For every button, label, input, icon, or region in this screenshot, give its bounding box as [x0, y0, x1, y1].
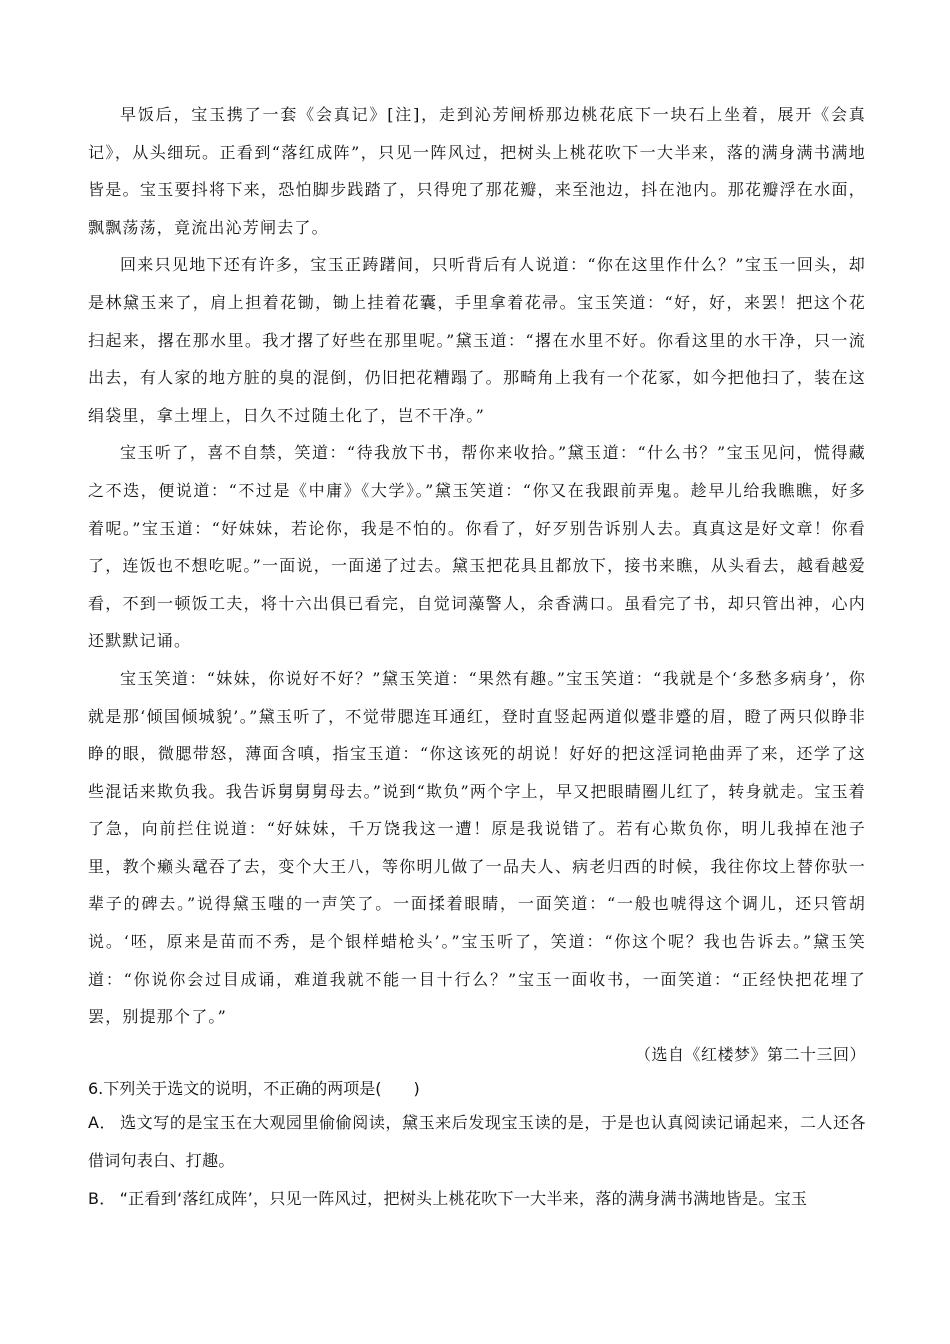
option-b-label: B． — [88, 1188, 116, 1208]
option-a-text: 选文写的是宝玉在大观园里偷偷阅读，黛玉来后发现宝玉读的是，于是也认真阅读记诵起来，二人还各借词句表白、打趣。 — [88, 1113, 866, 1171]
document-page — [88, 96, 866, 1217]
passage-paragraph-4: 宝玉笑道：“妹妹，你说好不好？”黛玉笑道：“果然有趣。”宝玉笑道：“我就是个‘多愁多病身’，你就是那‘倾国倾城貌’。”黛玉听了，不觉带腮连耳通红，登时直竖起两道似蹙非蹙的眉，瞪了两只似睁非睁的眼，微腮带怒，薄面含嗔，指宝玉道：“你这该死的胡说！好好的把这淫词艳曲弄了来，还学了这些混话来欺负我。我告诉舅舅舅母去。”说到“欺负”两个字上，早又把眼睛圈儿红了，转身就走。宝玉着了急，向前拦住说道：“好妹妹，千万饶我这一遭！原是我说错了。若有心欺负你，明儿我掉在池子里，教个癞头鼋吞了去，变个大王八，等你明儿做了一品夫人、病老归西的时候，我往你坟上替你驮一辈子的碑去。”说得黛玉嗤的一声笑了。一面揉着眼睛，一面笑道：“一般也唬得这个调儿，还只管胡说。‘呸，原来是苗而不秀，是个银样蜡枪头’。”宝玉听了，笑道：“你这个呢？我也告诉去。”黛玉笑道：“你说你会过目成诵，难道我就不能一目十行么？”宝玉一面收书，一面笑道：“正经快把花埋了罢，别提那个了。” — [88, 668, 866, 1027]
option-a-label: A． — [88, 1113, 117, 1133]
option-b — [88, 1180, 866, 1218]
passage — [88, 96, 866, 1073]
option-a — [88, 1104, 866, 1179]
option-b-text: “正看到‘落红成阵’，只见一阵风过，把树头上桃花吹下一大半来，落的满身满书满地皆是。宝玉 — [119, 1188, 808, 1208]
question-block — [88, 1073, 866, 1217]
passage-source: （选自《红楼梦》第二十三回） — [634, 1044, 866, 1064]
passage-paragraph-3: 宝玉听了，喜不自禁，笑道：“待我放下书，帮你来收拾。”黛玉道：“什么书？”宝玉见问，慌得藏之不迭，便说道：“不过是《中庸》《大学》。”黛玉笑道：“你又在我跟前弄鬼。趁早儿给我瞧瞧，好多着呢。”宝玉道：“好妹妹，若论你，我是不怕的。你看了，好歹别告诉别人去。真真这是好文章！你看了，连饭也不想吃呢。”一面说，一面递了过去。黛玉把花具且都放下，接书来瞧，从头看去，越看越爱看，不到一顿饭工夫，将十六出俱已看完，自觉词藻警人，余香满口。虽看完了书，却只管出神，心内还默默记诵。 — [88, 443, 866, 651]
question-stem: 6.下列关于选文的说明，不正确的两项是( ) — [88, 1079, 420, 1099]
passage-paragraph-2: 回来只见地下还有许多，宝玉正踌躇间，只听背后有人说道：“你在这里作什么？”宝玉一回头，却是林黛玉来了，肩上担着花锄，锄上挂着花囊，手里拿着花帚。宝玉笑道：“好，好，来罢！把这个花扫起来，撂在那水里。我才撂了好些在那里呢。”黛玉道：“撂在水里不好。你看这里的水干净，只一流出去，有人家的地方脏的臭的混倒，仍旧把花糟蹋了。那畸角上我有一个花冢，如今把他扫了，装在这绢袋里，拿土埋上，日久不过随土化了，岂不干净。” — [88, 255, 866, 425]
passage-paragraph-1: 早饭后，宝玉携了一套《会真记》[注]，走到沁芳闸桥那边桃花底下一块石上坐着，展开《会真记》，从头细玩。正看到“落红成阵”，只见一阵风过，把树头上桃花吹下一大半来，落的满身满书满地皆是。宝玉要抖将下来，恐怕脚步践踏了，只得兜了那花瓣，来至池边，抖在池内。那花瓣浮在水面，飘飘荡荡，竟流出沁芳闸去了。 — [88, 105, 866, 237]
